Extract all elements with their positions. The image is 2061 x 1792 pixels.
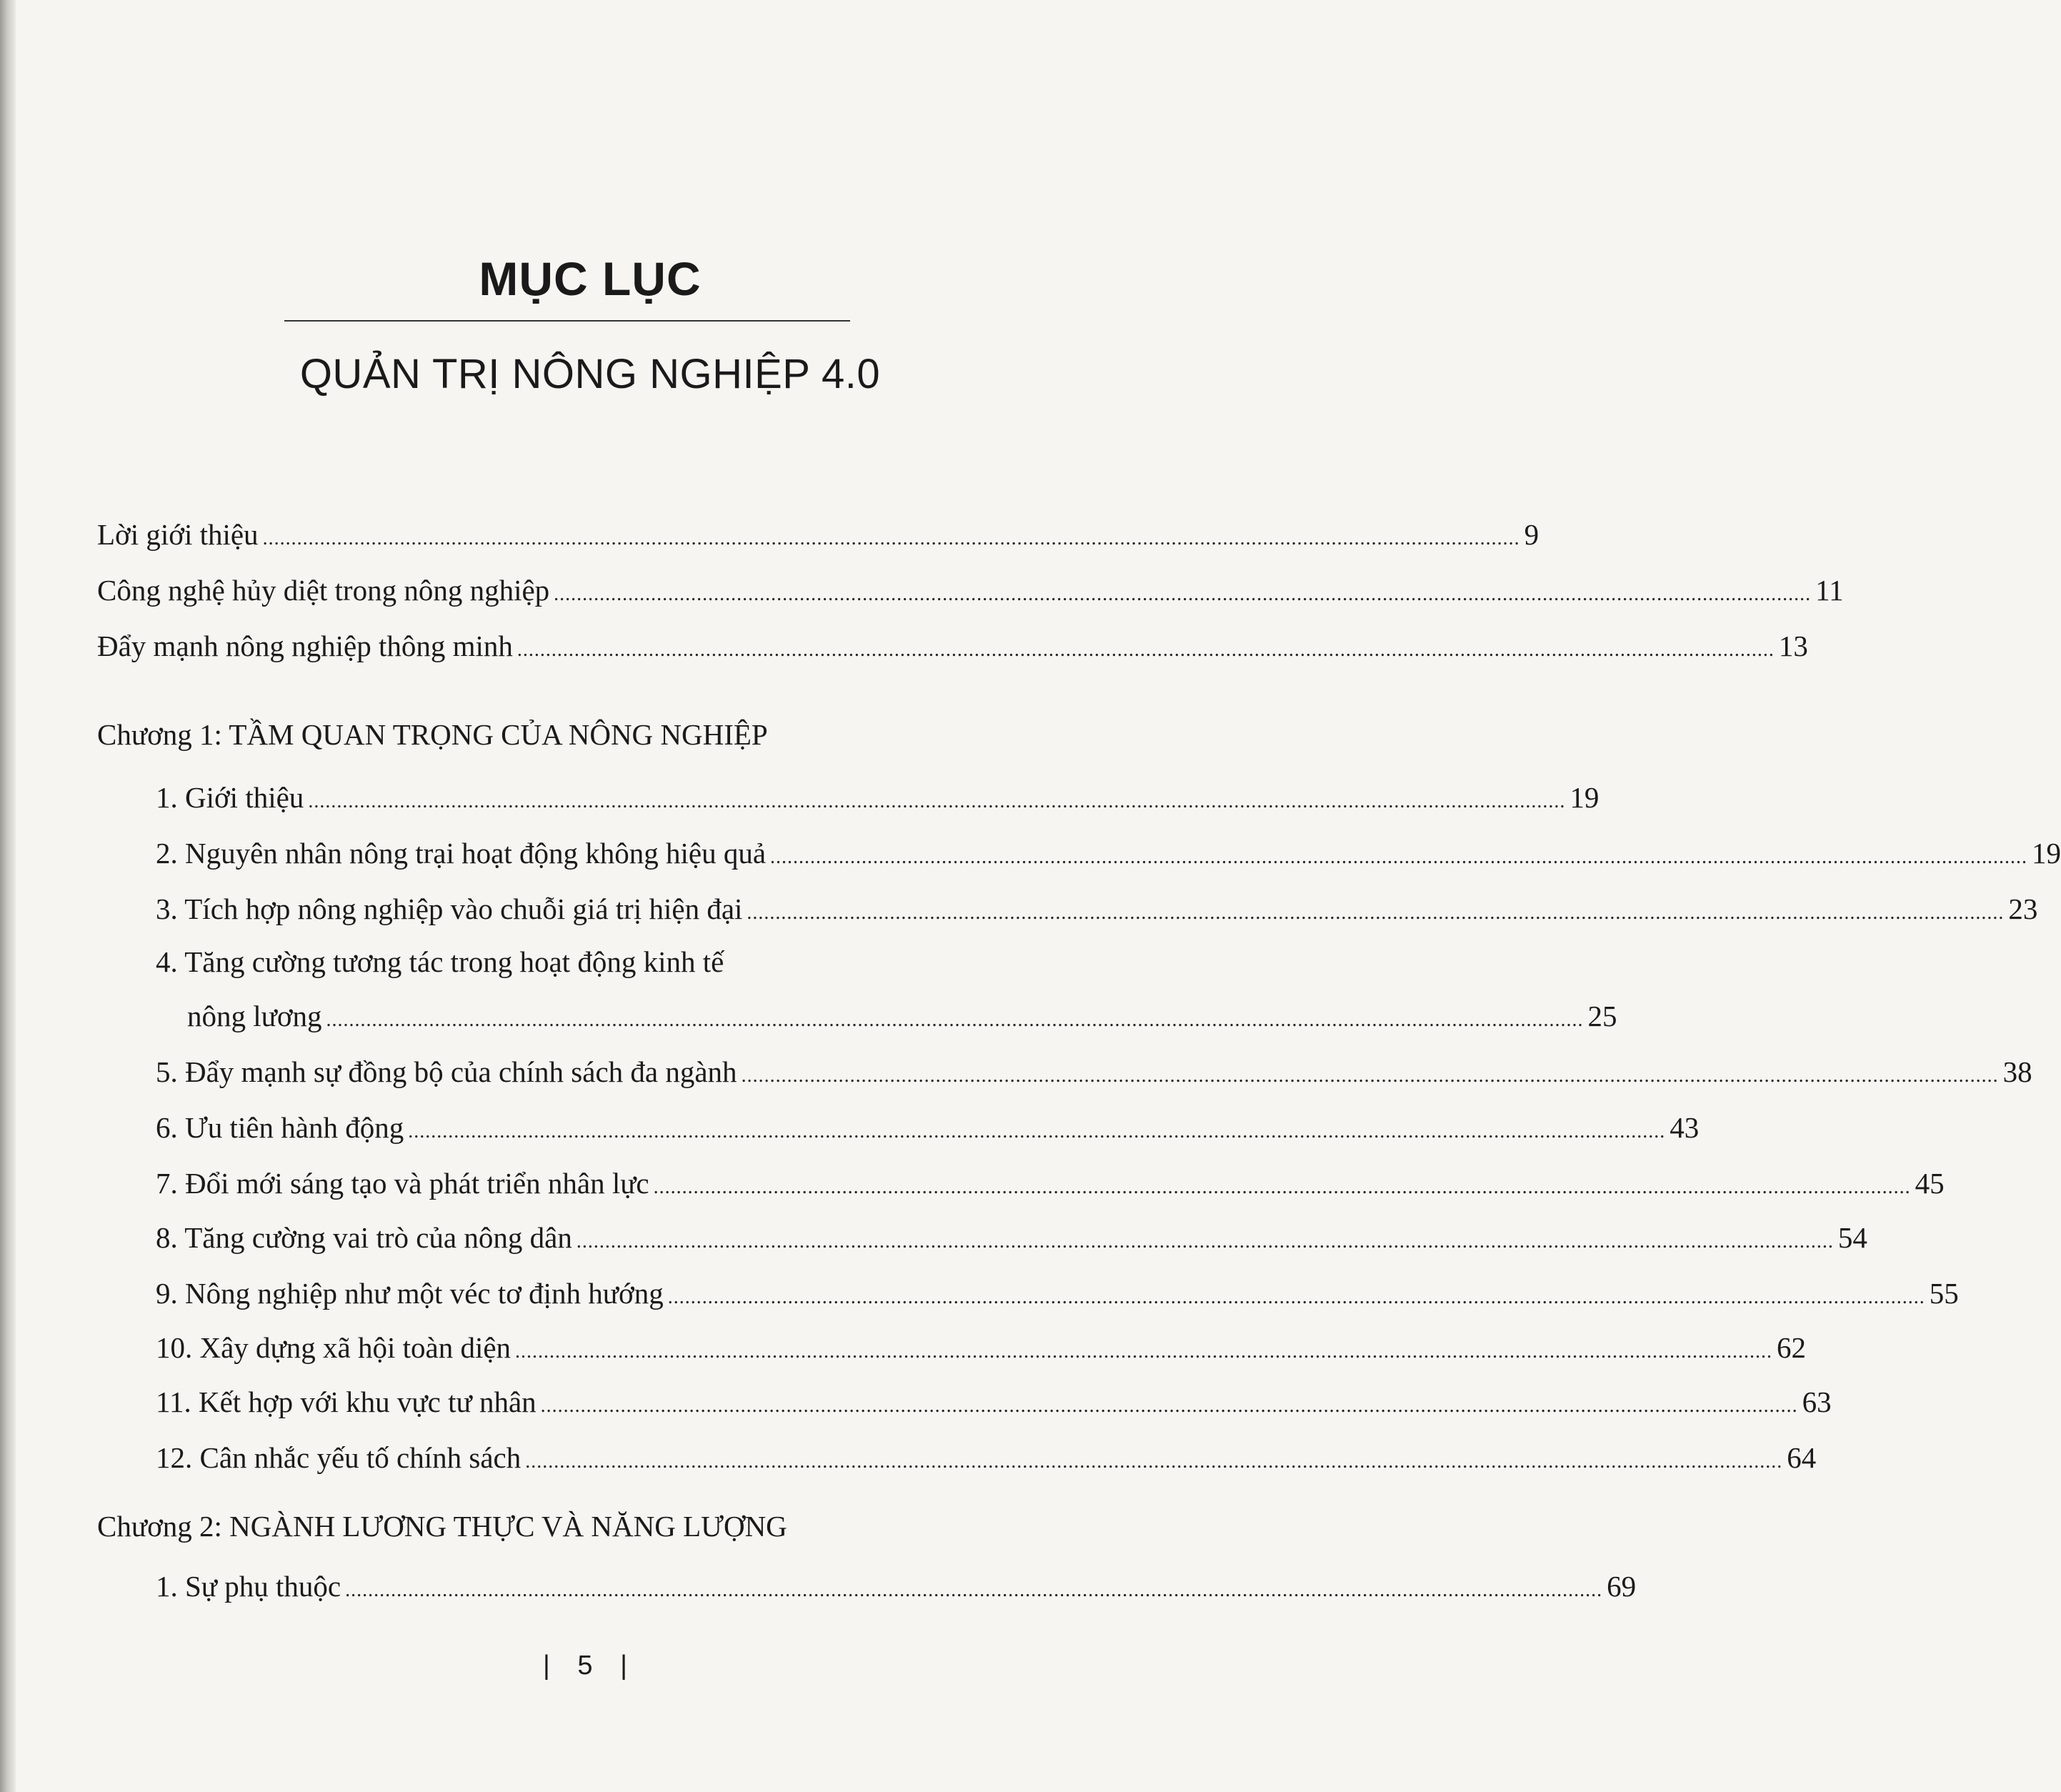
toc-entry-page: 19 <box>2032 837 2061 870</box>
dot-leader: ............................................................................................................................................................................................................................ <box>515 1340 1773 1363</box>
toc-entry-label: 12. Cân nhắc yếu tố chính sách <box>156 1441 522 1474</box>
toc-entry[interactable] <box>97 624 1808 667</box>
dot-leader: ............................................................................................................................................................................................................................ <box>576 1230 1834 1253</box>
dot-leader: ............................................................................................................................................................................................................................ <box>308 790 1566 812</box>
toc-entry[interactable] <box>156 1216 1867 1259</box>
toc-entry-label: 1. Giới thiệu <box>156 781 304 814</box>
dot-leader: ............................................................................................................................................................................................................................ <box>770 846 2028 868</box>
dot-leader: ............................................................................................................................................................................................................................ <box>741 1065 1999 1087</box>
toc-entry[interactable] <box>156 776 1600 819</box>
toc-entry-label: 10. Xây dựng xã hội toàn diện <box>156 1331 511 1364</box>
toc-entry-page: 19 <box>1570 781 1600 814</box>
dot-leader: ............................................................................................................................................................................................................................ <box>262 527 1520 549</box>
chapter-heading[interactable]: Chương 2: NGÀNH LƯƠNG THỰC VÀ NĂNG LƯỢNG <box>97 1510 787 1543</box>
toc-entry-page: 25 <box>1587 1000 1617 1032</box>
toc-entry[interactable] <box>156 1272 1959 1315</box>
toc-entry-label: 5. Đẩy mạnh sự đồng bộ của chính sách đa ngành <box>156 1055 737 1088</box>
toc-entry-label: Lời giới thiệu <box>97 518 259 551</box>
dot-leader: ............................................................................................................................................................................................................................ <box>554 583 1812 605</box>
toc-entry[interactable] <box>156 1380 1832 1423</box>
toc-entry-label: 3. Tích hợp nông nghiệp vào chuỗi giá trị hiện đại <box>156 892 743 925</box>
toc-entry-label: 7. Đổi mới sáng tạo và phát triển nhân lực <box>156 1167 649 1200</box>
toc-entry[interactable] <box>156 1326 1807 1369</box>
toc-entry-page: 54 <box>1837 1221 1867 1254</box>
toc-entry-page: 62 <box>1777 1331 1807 1364</box>
toc-entry[interactable] <box>156 1436 1817 1479</box>
toc-entry-page: 23 <box>2008 892 2038 925</box>
toc-entry[interactable] <box>156 832 2061 875</box>
toc-entry-page: 69 <box>1607 1570 1637 1603</box>
toc-entry-label: 6. Ưu tiên hành động <box>156 1111 404 1144</box>
dot-leader: ............................................................................................................................................................................................................................ <box>525 1450 1783 1473</box>
toc-entry[interactable] <box>97 569 1844 612</box>
toc-entry-label: Đẩy mạnh nông nghiệp thông minh <box>97 629 513 662</box>
toc-entry-page: 11 <box>1815 574 1844 607</box>
dot-leader: ............................................................................................................................................................................................................................ <box>653 1176 1911 1198</box>
toc-entry-label: 8. Tăng cường vai trò của nông dân <box>156 1221 572 1254</box>
page-title: MỤC LỤC <box>479 252 702 305</box>
toc-entry[interactable] <box>156 1050 2032 1093</box>
dot-leader: ............................................................................................................................................................................................................................ <box>345 1579 1603 1601</box>
toc-entry-page: 43 <box>1670 1111 1700 1144</box>
toc-entry-page: 13 <box>1778 629 1808 662</box>
toc-entry-page: 64 <box>1787 1441 1817 1474</box>
dot-leader: ............................................................................................................................................................................................................................ <box>540 1395 1798 1417</box>
dot-leader: ............................................................................................................................................................................................................................ <box>517 639 1775 661</box>
dot-leader: ............................................................................................................................................................................................................................ <box>408 1120 1666 1143</box>
toc-entry[interactable] <box>156 887 2038 930</box>
toc-entry[interactable] <box>187 995 1617 1037</box>
book-title: QUẢN TRỊ NÔNG NGHIỆP 4.0 <box>299 351 881 397</box>
dot-leader: ............................................................................................................................................................................................................................ <box>747 902 2005 924</box>
toc-entry-label-line1[interactable]: 4. Tăng cường tương tác trong hoạt động kinh tế <box>156 945 724 978</box>
chapter-heading[interactable]: Chương 1: TẦM QUAN TRỌNG CỦA NÔNG NGHIỆP <box>97 718 768 751</box>
toc-entry[interactable] <box>156 1565 1637 1608</box>
toc-entry-page: 63 <box>1802 1385 1832 1418</box>
toc-entry-page: 9 <box>1524 518 1539 551</box>
toc-entry-page: 38 <box>2002 1055 2032 1088</box>
toc-entry-label: 9. Nông nghiệp như một véc tơ định hướng <box>156 1277 664 1310</box>
toc-entry[interactable] <box>156 1162 1945 1205</box>
toc-entry-page: 55 <box>1929 1277 1959 1310</box>
dot-leader: ............................................................................................................................................................................................................................ <box>326 1009 1584 1031</box>
toc-entry-page: 45 <box>1915 1167 1945 1200</box>
toc-entry-label: Công nghệ hủy diệt trong nông nghiệp <box>97 574 550 607</box>
toc-entry-label: 2. Nguyên nhân nông trại hoạt động không hiệu quả <box>156 837 767 870</box>
page-number: | 5 | <box>543 1651 637 1681</box>
dot-leader: ............................................................................................................................................................................................................................ <box>667 1286 1925 1308</box>
toc-entry-label: 11. Kết hợp với khu vực tư nhân <box>156 1385 537 1418</box>
toc-entry-label: 1. Sự phụ thuộc <box>156 1570 341 1603</box>
toc-entry[interactable] <box>97 513 1539 556</box>
toc-entry-label-line2: nông lương <box>187 1000 322 1032</box>
toc-entry[interactable] <box>156 1106 1700 1149</box>
